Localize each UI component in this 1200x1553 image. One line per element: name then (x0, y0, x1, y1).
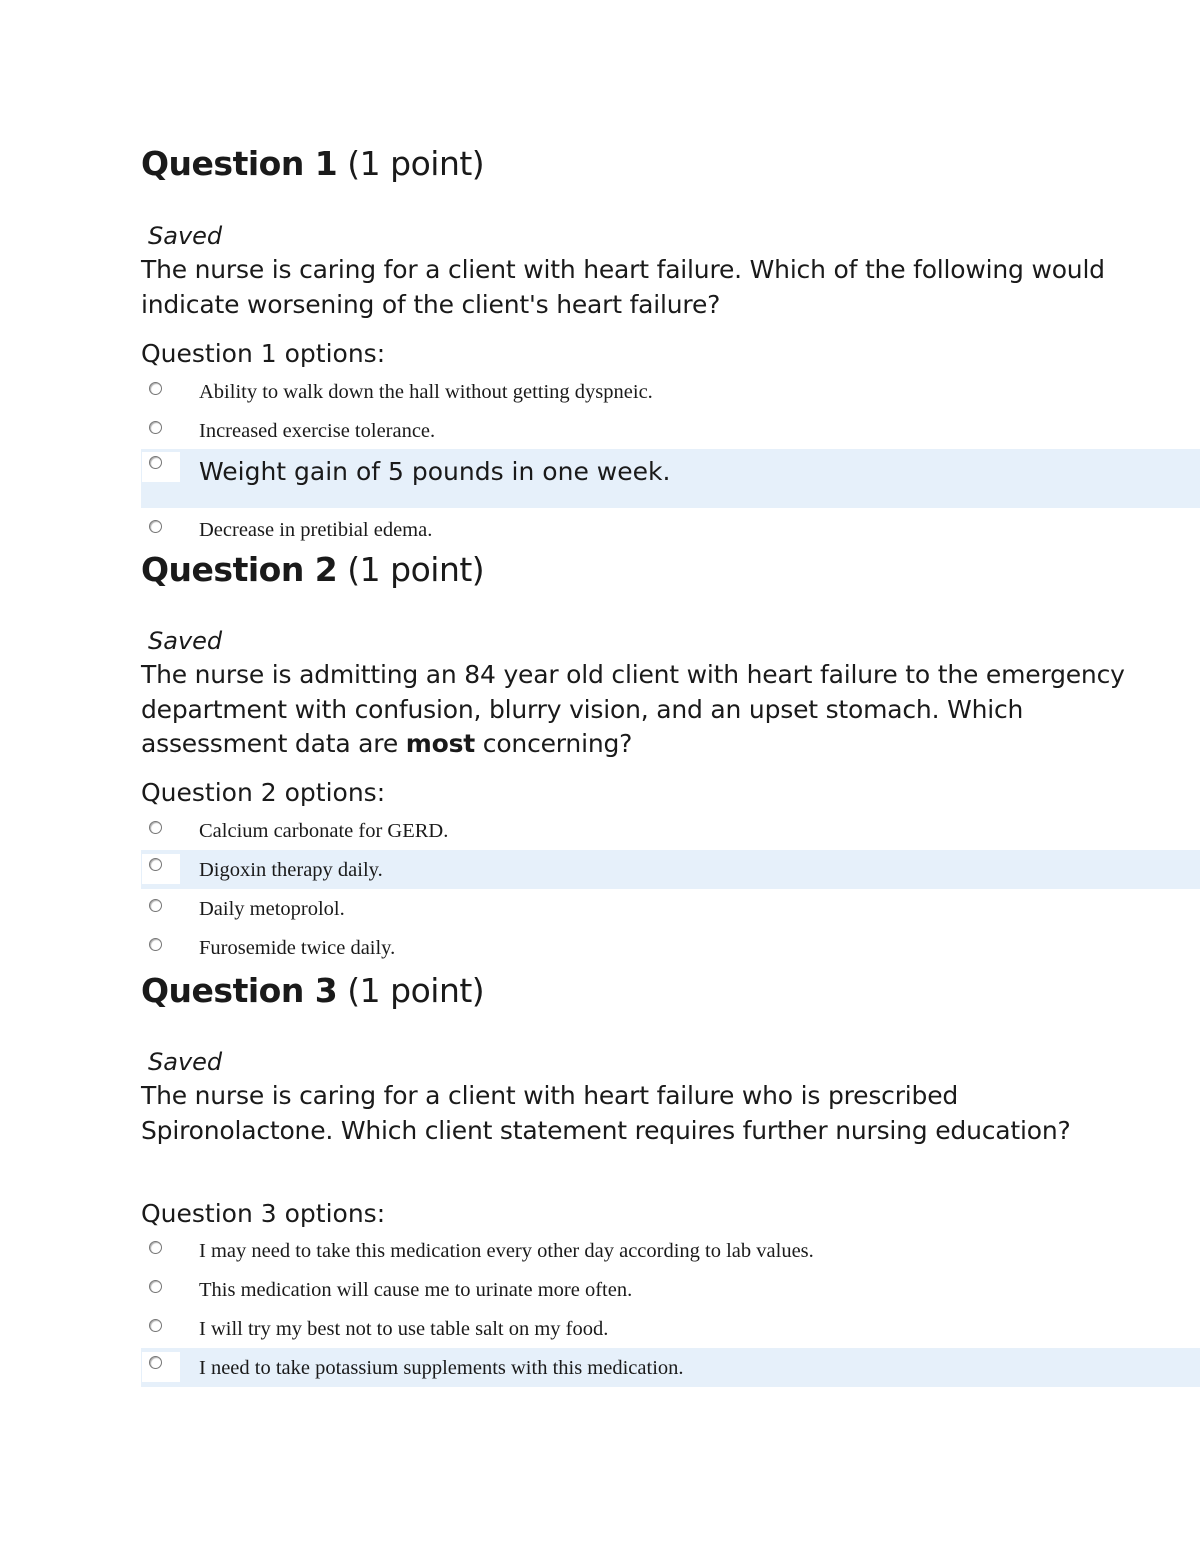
question-1-saved-status: Saved (148, 222, 223, 250)
question-1-stem: The nurse is caring for a client with heart failure. Which of the following would indicate worsening of the client's heart failure? (141, 255, 1105, 319)
option-label: Daily metoprolol. (199, 898, 345, 920)
option-label: I may need to take this medication every other day according to lab values. (199, 1240, 814, 1262)
question-2-saved-status: Saved (148, 627, 223, 655)
question-points: (1 point) (347, 971, 485, 1010)
option-label: I will try my best not to use table salt on my food. (199, 1318, 609, 1340)
radio-button-icon[interactable] (149, 421, 162, 434)
radio-wrapper (142, 934, 180, 964)
question-title: Question 3 (141, 971, 338, 1010)
question-1-option-2[interactable] (141, 412, 1200, 451)
radio-button-icon[interactable] (149, 382, 162, 395)
question-title: Question 1 (141, 144, 338, 183)
radio-button-icon[interactable] (149, 456, 162, 469)
radio-button-icon[interactable] (149, 858, 162, 871)
question-title: Question 2 (141, 550, 338, 589)
question-3-stem: The nurse is caring for a client with heart failure who is prescribed Spironolactone. Which client statement requires further nursing education? (141, 1081, 1071, 1145)
radio-wrapper (142, 817, 180, 847)
option-label: This medication will cause me to urinate more often. (199, 1279, 633, 1301)
question-2-title (141, 550, 484, 590)
radio-button-icon[interactable] (149, 899, 162, 912)
option-label: Increased exercise tolerance. (199, 420, 436, 442)
option-label: Furosemide twice daily. (199, 937, 396, 959)
question-3-option-4-selected[interactable] (141, 1348, 1200, 1387)
radio-wrapper (142, 452, 180, 482)
question-3-saved-status: Saved (148, 1048, 223, 1076)
option-label: Digoxin therapy daily. (199, 859, 383, 881)
option-label: Weight gain of 5 pounds in one week. (199, 457, 671, 486)
option-label: Decrease in pretibial edema. (199, 519, 433, 541)
radio-wrapper (142, 1237, 180, 1267)
question-points: (1 point) (347, 550, 485, 589)
radio-wrapper (142, 854, 180, 884)
question-3-option-1[interactable] (141, 1232, 1200, 1271)
question-1-option-3-selected[interactable] (141, 449, 1200, 508)
question-2-stem (141, 658, 1141, 762)
question-2-option-3[interactable] (141, 890, 1200, 929)
radio-wrapper (142, 378, 180, 408)
radio-button-icon[interactable] (149, 938, 162, 951)
radio-button-icon[interactable] (149, 1319, 162, 1332)
option-label: I need to take potassium supplements with this medication. (199, 1357, 684, 1379)
stem-text-end: concerning? (475, 729, 633, 758)
question-3-option-2[interactable] (141, 1271, 1200, 1310)
stem-text: The nurse is admitting an 84 year old client with heart failure to the emergency department with confusion, blurry vision, and an upset stomach. Which assessment data are (141, 660, 1125, 758)
radio-button-icon[interactable] (149, 1241, 162, 1254)
stem-emphasis: most (405, 729, 476, 758)
option-label: Ability to walk down the hall without getting dyspneic. (199, 381, 653, 403)
question-1-title (141, 144, 484, 184)
question-2-option-2-selected[interactable] (141, 850, 1200, 889)
question-1-options-heading: Question 1 options: (141, 339, 386, 368)
radio-button-icon[interactable] (149, 1280, 162, 1293)
radio-wrapper (142, 1276, 180, 1306)
question-3-option-3[interactable] (141, 1310, 1200, 1349)
question-1-option-4[interactable] (141, 511, 1200, 550)
question-3-options-heading: Question 3 options: (141, 1199, 386, 1228)
question-3-title (141, 971, 484, 1011)
radio-wrapper (142, 516, 180, 546)
question-2-option-4[interactable] (141, 929, 1200, 968)
radio-wrapper (142, 417, 180, 447)
radio-button-icon[interactable] (149, 1356, 162, 1369)
radio-button-icon[interactable] (149, 520, 162, 533)
question-2-option-1[interactable] (141, 812, 1200, 851)
radio-wrapper (142, 895, 180, 925)
radio-wrapper (142, 1352, 180, 1382)
radio-wrapper (142, 1315, 180, 1345)
radio-button-icon[interactable] (149, 821, 162, 834)
question-1-option-1[interactable] (141, 373, 1200, 412)
option-label: Calcium carbonate for GERD. (199, 820, 449, 842)
question-2-options-heading: Question 2 options: (141, 778, 386, 807)
question-points: (1 point) (347, 144, 485, 183)
